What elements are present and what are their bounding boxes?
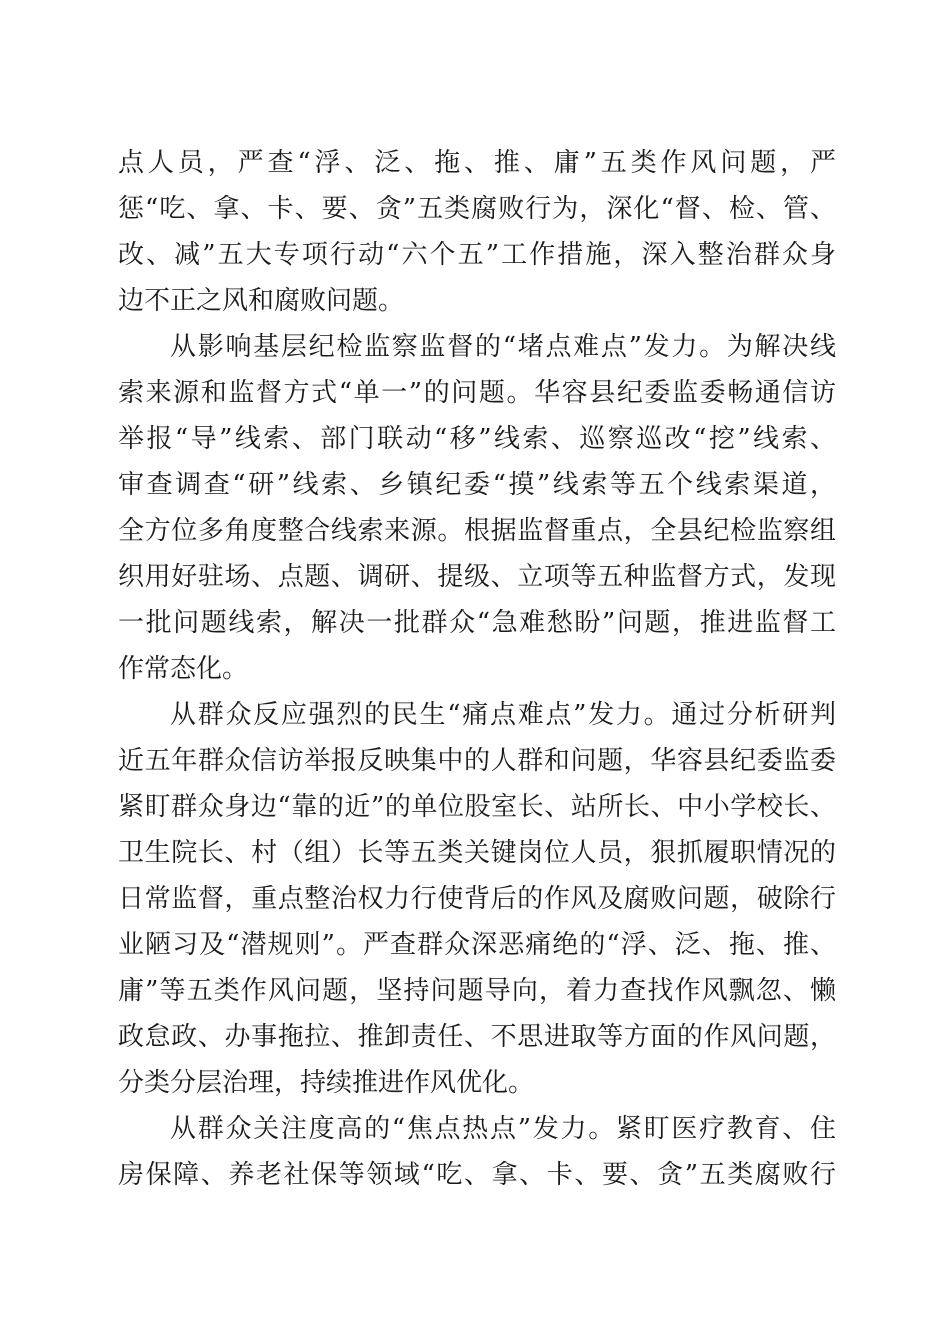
- text-line: 房保障、养老社保等领域“吃、拿、卡、要、贪”五类腐败行: [118, 1160, 836, 1190]
- text-line: 改、减”五大专项行动“六个五”工作措施，深入整治群众身: [118, 240, 836, 270]
- text-line: 点人员，严查“浮、泛、拖、推、庸”五类作风问题，严: [118, 148, 836, 178]
- paragraph-1: [118, 140, 836, 324]
- text-line: 紧盯群众身边“靠的近”的单位股室长、站所长、中小学校长、: [118, 792, 836, 822]
- text-line: 织用好驻场、点题、调研、提级、立项等五种监督方式，发现: [118, 562, 836, 592]
- text-line: 从影响基层纪检监察监督的“堵点难点”发力。为解决线: [170, 332, 836, 362]
- text-line: 业陋习及“潜规则”。严查群众深恶痛绝的“浮、泛、拖、推、: [118, 930, 836, 960]
- document-body: [118, 140, 836, 1198]
- text-line: 索来源和监督方式“单一”的问题。华容县纪委监委畅通信访: [118, 378, 836, 408]
- text-line: 举报“导”线索、部门联动“移”线索、巡察巡改“挖”线索、: [118, 424, 836, 454]
- text-line: 分类分层治理，持续推进作风优化。: [118, 1068, 535, 1098]
- paragraph-3: [118, 692, 836, 1106]
- text-line: 卫生院长、村（组）长等五类关键岗位人员，狠抓履职情况的: [118, 838, 836, 868]
- text-line: 庸”等五类作风问题，坚持问题导向，着力查找作风飘忽、懒: [118, 976, 836, 1006]
- text-line: 日常监督，重点整治权力行使背后的作风及腐败问题，破除行: [118, 884, 836, 914]
- text-line: 作常态化。: [118, 654, 249, 684]
- text-line: 从群众反应强烈的民生“痛点难点”发力。通过分析研判: [170, 700, 836, 730]
- text-line: 从群众关注度高的“焦点热点”发力。紧盯医疗教育、住: [170, 1114, 836, 1144]
- text-line: 审查调查“研”线索、乡镇纪委“摸”线索等五个线索渠道，: [118, 470, 836, 500]
- text-line: 一批问题线索，解决一批群众“急难愁盼”问题，推进监督工: [118, 608, 836, 638]
- text-line: 全方位多角度整合线索来源。根据监督重点，全县纪检监察组: [118, 516, 836, 546]
- paragraph-4: [118, 1106, 836, 1198]
- text-line: 政怠政、办事拖拉、推卸责任、不思进取等方面的作风问题，: [118, 1022, 836, 1052]
- paragraph-2: [118, 324, 836, 692]
- text-line: 近五年群众信访举报反映集中的人群和问题，华容县纪委监委: [118, 746, 836, 776]
- text-line: 惩“吃、拿、卡、要、贪”五类腐败行为，深化“督、检、管、: [118, 194, 836, 224]
- text-line: 边不正之风和腐败问题。: [118, 286, 405, 316]
